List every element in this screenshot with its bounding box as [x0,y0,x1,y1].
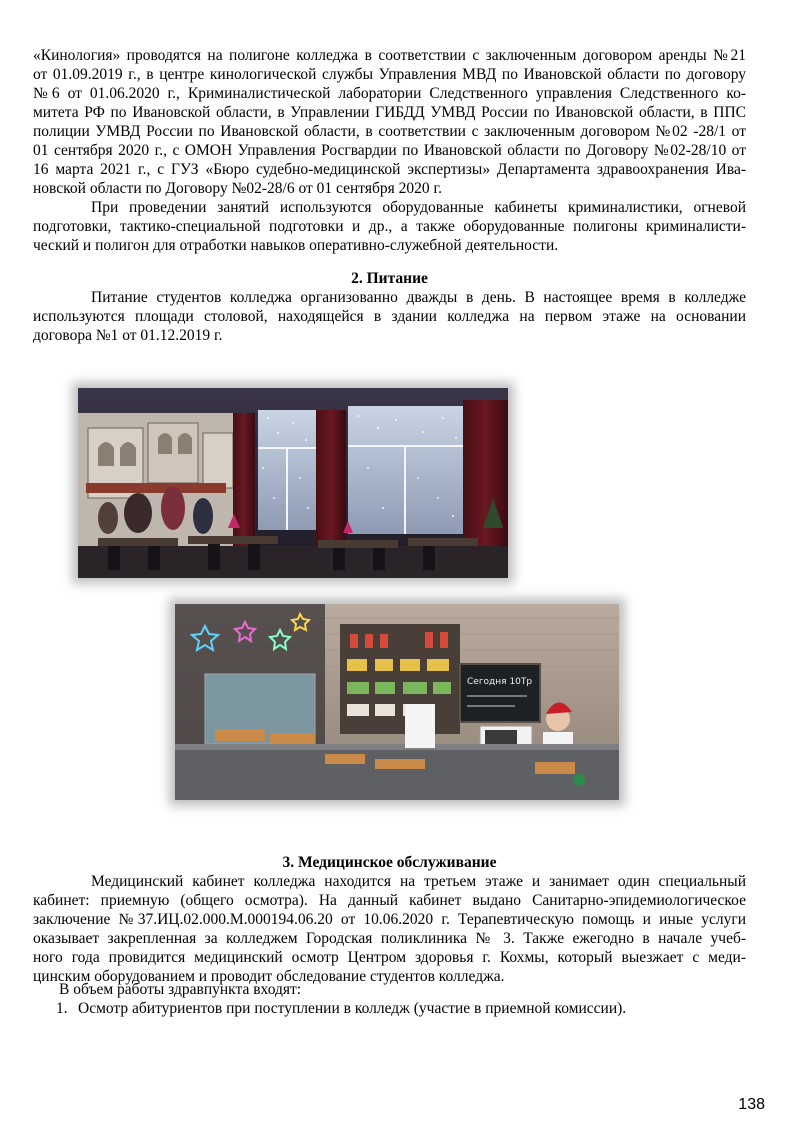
text-line: цинским оборудованием и проводит обследование студентов колледжа. [33,968,505,985]
chalkboard-text: Сегодня 10Тр [467,677,533,687]
text-line: подготовки, тактико-специальной подготовки и др., а также оборудованные полигоны криминалисти- [33,218,746,235]
section-heading-nutrition: 2. Питание [351,270,428,287]
text-line: новской области по Договору №02-28/6 от 01 сентября 2020 г. [33,180,442,197]
text-line: 01 сентября 2020 г., с ОМОН Управления Росгвардии по Ивановской области по Договору №02-28/10 от [33,142,746,159]
list-item [56,999,626,1018]
section3-paragraph [33,872,746,986]
section1-paragraph-2 [33,198,746,255]
text-line: используются площади столовой, находящейся в здании колледжа на первом этаже на основании [33,308,746,325]
text-line: заключение №37.ИЦ.02.000.М.000194.06.20 от 10.06.2020 г. Терапевтическую помощь и иные услуги [33,911,746,928]
section1-paragraph [33,46,746,198]
buffet-illustration [175,604,619,800]
text-line: оказывает закрепленная за колледжем Городская поликлиника № 3. Также ежегодно в начале учеб- [33,930,746,947]
text-line: от 01.09.2019 г., в центре кинологической службы Управления МВД по Ивановской области по договору [33,66,746,83]
text-line: митета РФ по Ивановской области, в Управлении ГИБДД УМВД России по Ивановской области, в ППС [33,104,746,121]
text-line: ческий и полигон для отработки навыков оперативно-служебной деятельности. [33,237,559,254]
text-line: Питание студентов колледжа организованно дважды в день. В настоящее время в колледже [91,289,746,306]
text-line: кабинет: приемную (общего осмотра). На данный кабинет выдано Санитарно-эпидемиологическое [33,892,746,909]
scope-intro-text: В объем работы здравпункта входят: [59,981,302,998]
text-line: При проведении занятий используются оборудованные кабинеты криминалистики, огневой [91,199,746,216]
scope-intro [59,980,659,999]
list-item-text: Осмотр абитуриентов при поступлении в колледж (участие в приемной комиссии). [78,1000,627,1017]
text-line: Медицинский кабинет колледжа находится на третьем этаже и занимает один специальный [91,873,746,890]
text-line: договора №1 от 01.12.2019 г. [33,327,223,344]
dining-hall-illustration [78,388,508,578]
text-line: №6 от 01.06.2020 г., Криминалистической лаборатории Следственного управления Следственного ко- [33,85,746,102]
section-heading-medical: 3. Медицинское обслуживание [282,854,497,871]
text-line: «Кинология» проводятся на полигоне колледжа в соответствии с заключенным договором аренды №21 [33,47,746,64]
text-line: полиции УМВД России по Ивановской области, в соответствии с заключенным договором №02 -28/1 от [33,123,746,140]
text-line: 16 марта 2021 г., с ГУЗ «Бюро судебно-медицинской экспертизы» Департамента здравоохранения Ива- [33,161,746,178]
section2-paragraph [33,288,746,345]
buffet-photo [175,604,619,800]
dining-hall-photo [78,388,508,578]
text-line: ного года провидится медицинский осмотр Центром здоровья г. Кохмы, который выезжает с меди- [33,949,746,966]
page-number: 138 [738,1096,765,1113]
list-item-number: 1. [56,1000,68,1017]
